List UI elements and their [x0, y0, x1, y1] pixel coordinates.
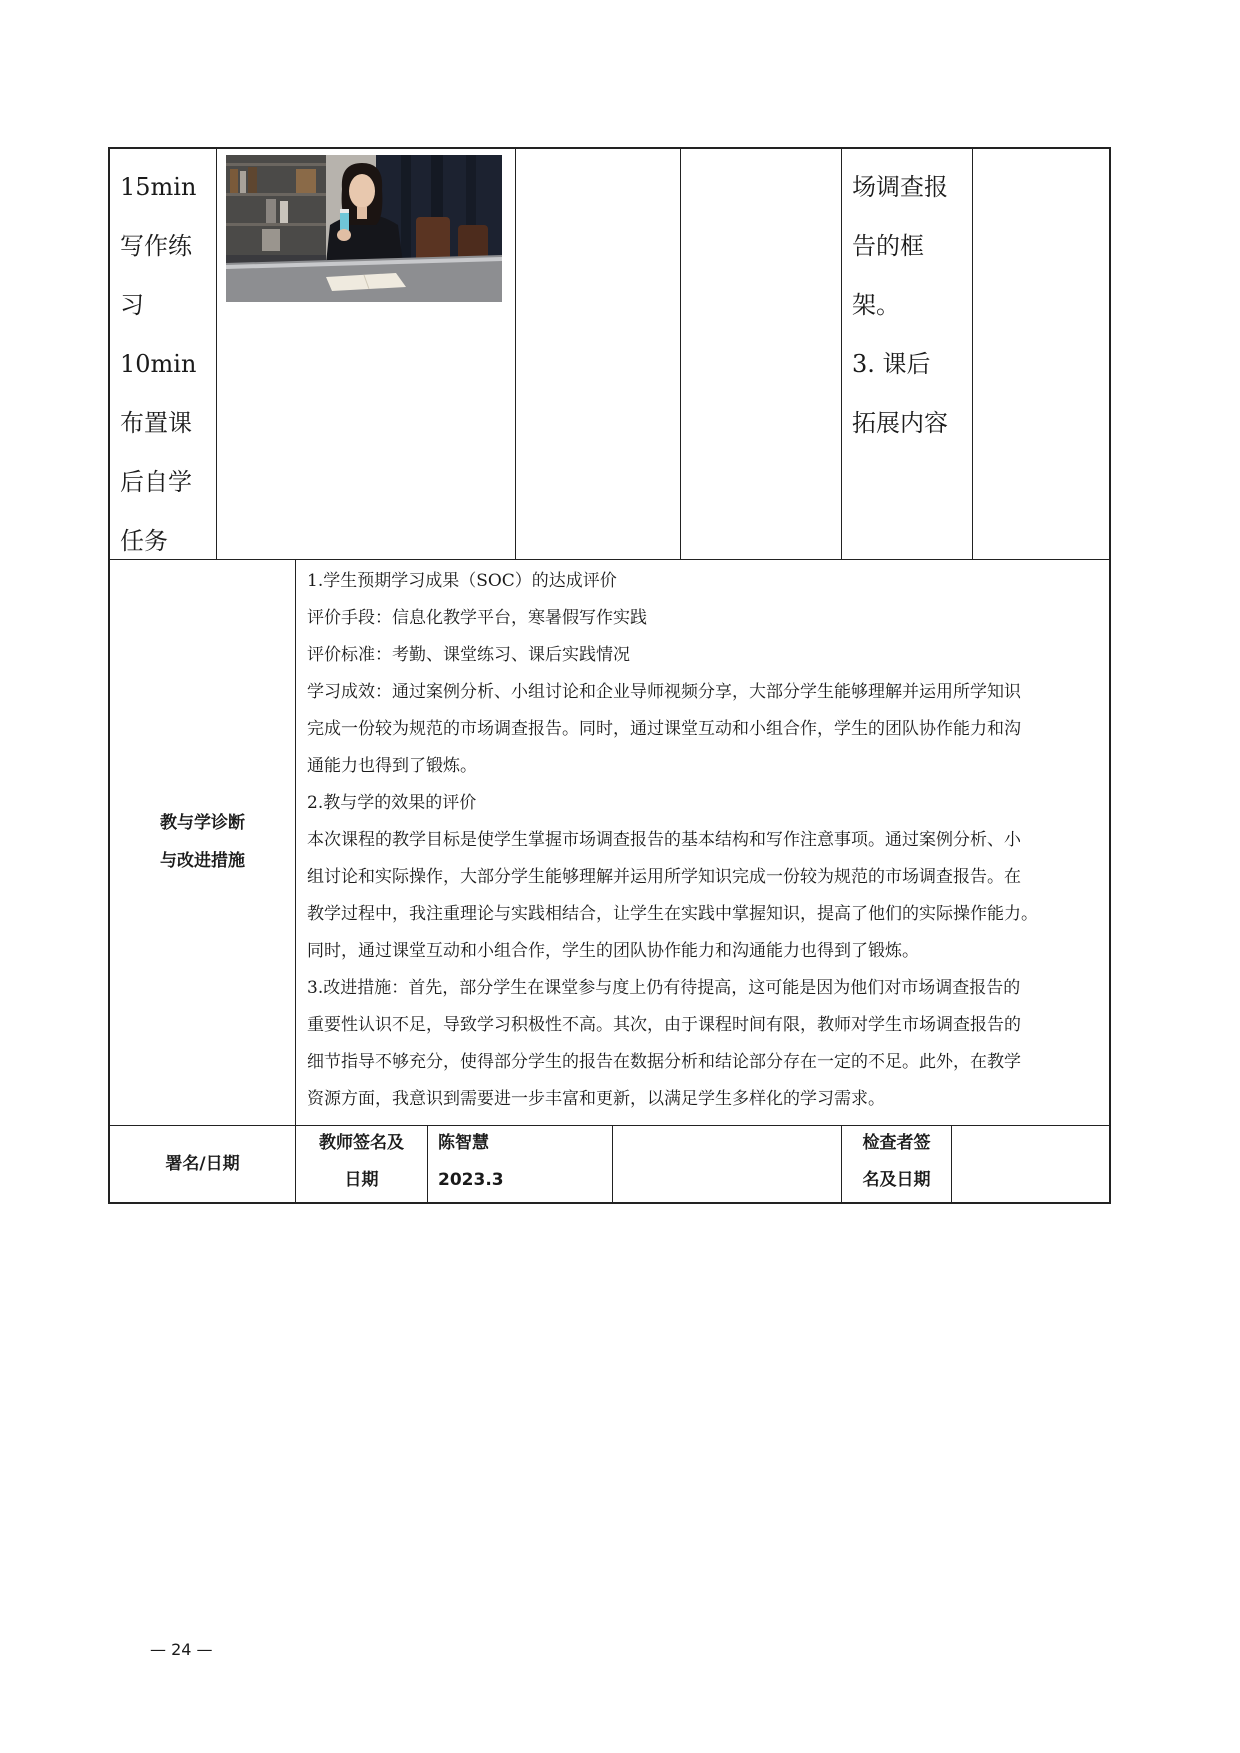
diagnosis-line: 重要性认识不足，导致学习积极性不高。其次，由于课程时间有限，教师对学生市场调查报告的 — [307, 1015, 1021, 1035]
diagnosis-line: 本次课程的教学目标是使学生掌握市场调查报告的基本结构和写作注意事项。通过案例分析、小 — [307, 830, 1021, 850]
schedule-line: 10min — [120, 350, 197, 378]
teacher-signature-value — [438, 1125, 608, 1199]
notes-line: 拓展内容 — [852, 409, 948, 437]
checker-signature-label-line: 名及日期 — [862, 1170, 931, 1190]
teacher-signature-label — [296, 1125, 427, 1199]
diagnosis-line: 通能力也得到了锻炼。 — [307, 756, 477, 776]
diagnosis-label-line: 与改进措施 — [160, 851, 245, 871]
diagnosis-line: 同时，通过课堂互动和小组合作，学生的团队协作能力和沟通能力也得到了锻炼。 — [307, 941, 919, 961]
diagnosis-content — [307, 563, 1107, 1118]
schedule-line: 任务 — [120, 527, 168, 555]
diagnosis-line: 评价标准：考勤、课堂练习、课后实践情况 — [307, 645, 630, 665]
diagnosis-line: 1.学生预期学习成果（SOC）的达成评价 — [307, 571, 617, 591]
schedule-line: 15min — [120, 173, 197, 201]
notes-line: 告的框 — [852, 232, 924, 260]
teacher-name: 陈智慧 — [438, 1133, 489, 1153]
teacher-signature-label-line: 日期 — [344, 1170, 379, 1190]
diagnosis-line: 细节指导不够充分，使得部分学生的报告在数据分析和结论部分存在一定的不足。此外，在教学 — [307, 1052, 1021, 1072]
checker-signature-label — [842, 1125, 951, 1199]
diagnosis-line: 2.教与学的效果的评价 — [307, 793, 477, 813]
diagnosis-line: 3.改进措施：首先，部分学生在课堂参与度上仍有待提高，这可能是因为他们对市场调查报告的 — [307, 978, 1021, 998]
notes-line: 场调查报 — [852, 173, 948, 201]
page-number: — 24 — — [150, 1640, 213, 1659]
schedule-line: 习 — [120, 291, 144, 319]
schedule-line: 布置课 — [120, 409, 192, 437]
diagnosis-line: 完成一份较为规范的市场调查报告。同时，通过课堂互动和小组合作，学生的团队协作能力和沟 — [307, 719, 1021, 739]
notes-line: 架。 — [852, 291, 900, 319]
mentor-video-photo — [226, 155, 502, 302]
diagnosis-line: 资源方面，我意识到需要进一步丰富和更新，以满足学生多样化的学习需求。 — [307, 1089, 885, 1109]
diagnosis-label-line: 教与学诊断 — [160, 813, 245, 833]
notes-line: 3. 课后 — [852, 350, 931, 378]
diagnosis-line: 组讨论和实际操作，大部分学生能够理解并运用所学知识完成一份较为规范的市场调查报告。在 — [307, 867, 1021, 887]
signature-label: 署名/日期 — [165, 1154, 240, 1174]
schedule-line: 后自学 — [120, 468, 192, 496]
schedule-cell — [120, 158, 214, 571]
schedule-line: 写作练 — [120, 232, 192, 260]
teacher-signature-label-line: 教师签名及 — [319, 1133, 404, 1153]
signature-date: 2023.3 — [438, 1170, 504, 1190]
diagnosis-line: 教学过程中，我注重理论与实践相结合，让学生在实践中掌握知识，提高了他们的实际操作能力。 — [307, 904, 1038, 924]
checker-signature-label-line: 检查者签 — [862, 1133, 931, 1153]
diagnosis-label — [110, 804, 295, 880]
notes-cell — [852, 158, 970, 453]
diagnosis-line: 学习成效：通过案例分析、小组讨论和企业导师视频分享，大部分学生能够理解并运用所学知识 — [307, 682, 1021, 702]
diagnosis-line: 评价手段：信息化教学平台，寒暑假写作实践 — [307, 608, 647, 628]
